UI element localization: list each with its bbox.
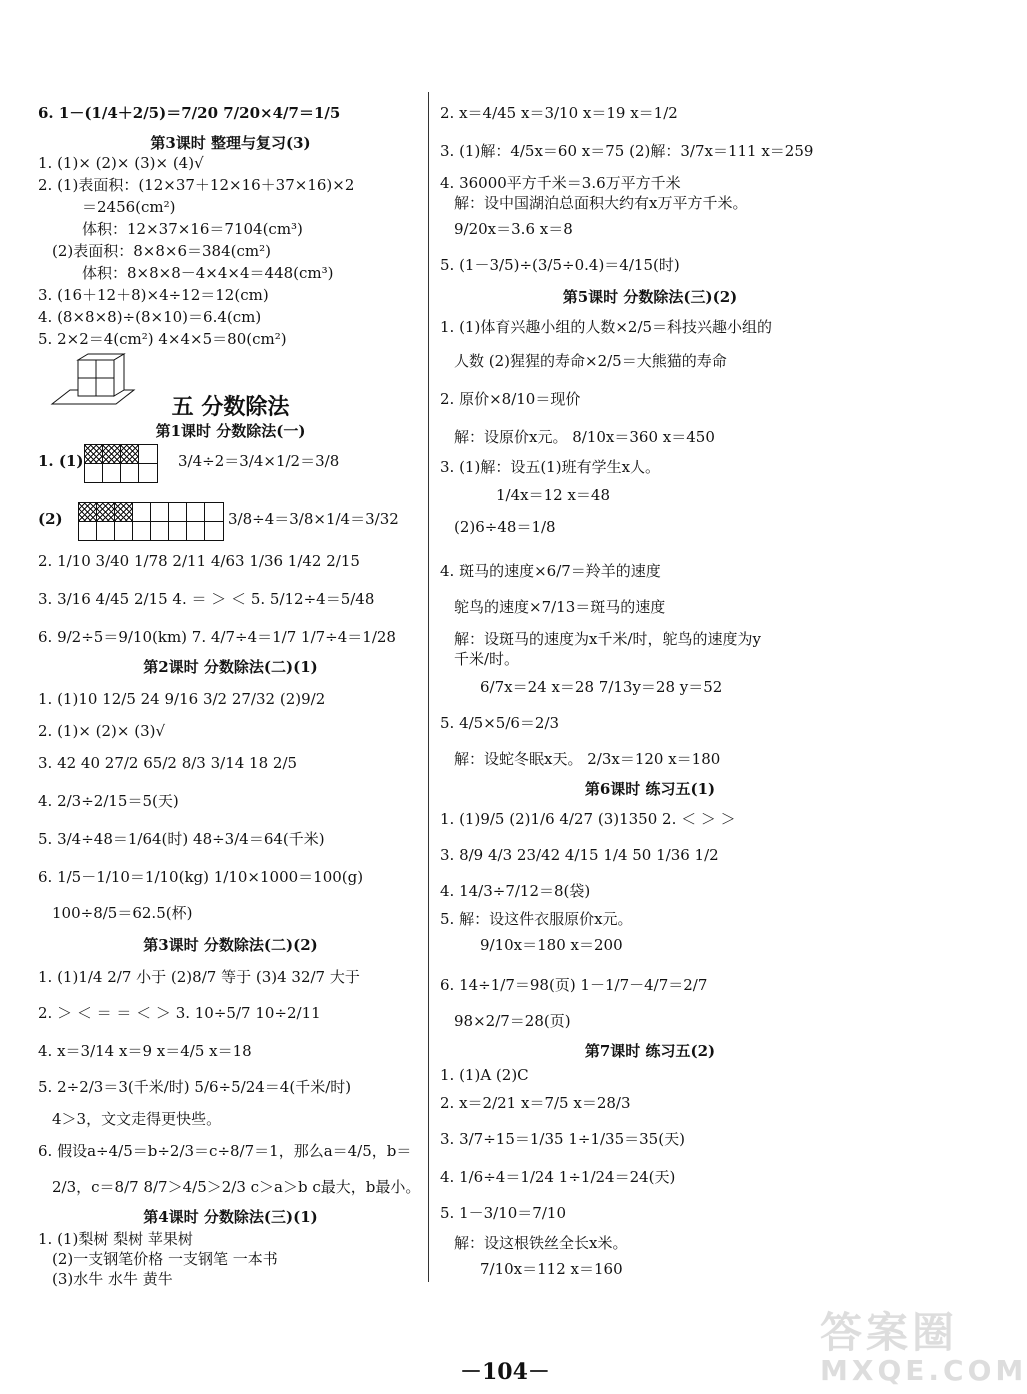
answer-label: 1. (1) (38, 452, 84, 470)
answer-line: 4. (8×8×8)÷(8×10)＝6.4(cm) (38, 308, 262, 326)
answer-line: 3. 3/7÷15＝1/35 1÷1/35＝35(天) (440, 1130, 685, 1148)
answer-line: 1. (1)体育兴趣小组的人数×2/5＝科技兴趣小组的 (440, 318, 773, 336)
lesson-heading: 第5课时 分数除法(三)(2) (562, 288, 738, 306)
answer-line: 1. (1)1/4 2/7 小于 (2)8/7 等于 (3)4 32/7 大于 (38, 968, 360, 986)
answer-line: 2. (1)× (2)× (3)√ (38, 722, 166, 740)
answer-line: 6. 9/2÷5＝9/10(km) 7. 4/7÷4＝1/7 1/7÷4＝1/28 (38, 628, 396, 646)
answer-line: 5. 4/5×5/6＝2/3 (440, 714, 560, 732)
lesson-heading: 第1课时 分数除法(一) (155, 422, 306, 440)
answer-line: 解：设这根铁丝全长x米。 (454, 1234, 628, 1252)
answer-line: 3/4÷2＝3/4×1/2＝3/8 (178, 452, 340, 470)
answer-line: 3. (16＋12＋8)×4÷12＝12(cm) (38, 286, 269, 304)
answer-line: 3. (1)解：4/5x＝60 x＝75 (2)解：3/7x＝111 x＝259 (440, 142, 814, 160)
answer-line: 体积：8×8×8－4×4×4＝448(cm³) (82, 264, 334, 282)
answer-line: 1/4x＝12 x＝48 (496, 486, 611, 504)
answer-line: 5. 3/4÷48＝1/64(时) 48÷3/4＝64(千米) (38, 830, 325, 848)
answer-line: 5. (1－3/5)÷(3/5÷0.4)＝4/15(时) (440, 256, 680, 274)
answer-line: 1. (1)9/5 (2)1/6 4/27 (3)1350 2. ＜ ＞ ＞ (440, 810, 736, 828)
answer-line: 9/10x＝180 x＝200 (480, 936, 623, 954)
answer-line: 5. 1－3/10＝7/10 (440, 1204, 566, 1222)
answer-line: 3. 3/16 4/45 2/15 4. ＝ ＞ ＜ 5. 5/12÷4＝5/48 (38, 590, 375, 608)
answer-line: 5. 解：设这件衣服原价x元。 (440, 910, 633, 928)
answer-line: 解：设原价x元。 8/10x＝360 x＝450 (454, 428, 715, 446)
answer-line: 4＞3，文文走得更快些。 (52, 1110, 222, 1128)
answer-line: 4. 1/6÷4＝1/24 1÷1/24＝24(天) (440, 1168, 676, 1186)
watermark-text: 答案圈 (820, 1308, 959, 1357)
answer-line: 1. (1)梨树 梨树 苹果树 (38, 1230, 193, 1248)
answer-line: 3. 8/9 4/3 23/42 4/15 1/4 50 1/36 1/2 (440, 846, 719, 864)
answer-line: (2)6÷48＝1/8 (454, 518, 556, 536)
answer-line: 2. x＝4/45 x＝3/10 x＝19 x＝1/2 (440, 104, 678, 122)
answer-line: 4. 斑马的速度×6/7＝羚羊的速度 (440, 562, 661, 580)
answer-line: 体积：12×37×16＝7104(cm³) (82, 220, 303, 238)
answer-line: 6. 1/5－1/10＝1/10(kg) 1/10×1000＝100(g) (38, 868, 364, 886)
answer-line: 2. ＞ ＜ ＝ ＝ ＜ ＞ 3. 10÷5/7 10÷2/11 (38, 1004, 321, 1022)
chapter-title: 五 分数除法 (171, 394, 290, 420)
answer-line: 千米/时。 (454, 650, 520, 668)
answer-line: 6. 14÷1/7＝98(页) 1－1/7－4/7＝2/7 (440, 976, 708, 994)
answer-line: 6. 1－(1/4＋2/5)＝7/20 7/20×4/7＝1/5 (38, 104, 341, 122)
answer-line: 5. 2×2＝4(cm²) 4×4×5＝80(cm²) (38, 330, 287, 348)
answer-line: 2. x＝2/21 x＝7/5 x＝28/3 (440, 1094, 631, 1112)
answer-line: 7/10x＝112 x＝160 (480, 1260, 623, 1278)
fraction-grid-1 (84, 444, 158, 483)
fraction-grid-2 (78, 502, 224, 541)
answer-line: 3. (1)解：设五(1)班有学生x人。 (440, 458, 661, 476)
page-number: －104－ (460, 1359, 550, 1385)
answer-line: 5. 2÷2/3＝3(千米/时) 5/6÷5/24＝4(千米/时) (38, 1078, 352, 1096)
answer-label: (2) (38, 510, 63, 528)
lesson-heading: 第6课时 练习五(1) (584, 780, 716, 798)
answer-line: 人数 (2)猩猩的寿命×2/5＝大熊猫的寿命 (454, 352, 727, 370)
answer-line: 3/8÷4＝3/8×1/4＝3/32 (228, 510, 399, 528)
answer-line: 2. (1)表面积：(12×37＋12×16＋37×16)×2 (38, 176, 355, 194)
answer-line: 1. (1)× (2)× (3)× (4)√ (38, 154, 204, 172)
answer-line: 2. 1/10 3/40 1/78 2/11 4/63 1/36 1/42 2/15 (38, 552, 360, 570)
lesson-heading: 第7课时 练习五(2) (584, 1042, 716, 1060)
answer-line: 解：设中国湖泊总面积大约有x万平方千米。 (454, 194, 748, 212)
answer-line: 4. 2/3÷2/15＝5(天) (38, 792, 179, 810)
lesson-heading: 第3课时 分数除法(二)(2) (143, 936, 318, 954)
answer-line: (3)水牛 水牛 黄牛 (52, 1270, 173, 1288)
answer-line: 4. 14/3÷7/12＝8(袋) (440, 882, 591, 900)
answer-line: 1. (1)10 12/5 24 9/16 3/2 27/32 (2)9/2 (38, 690, 326, 708)
answer-line: 解：设斑马的速度为x千米/时，鸵鸟的速度为y (454, 630, 761, 648)
answer-line: 6/7x＝24 x＝28 7/13y＝28 y＝52 (480, 678, 723, 696)
answer-line: ＝2456(cm²) (82, 198, 176, 216)
answer-line: 3. 42 40 27/2 65/2 8/3 3/14 18 2/5 (38, 754, 298, 772)
answer-line: 98×2/7＝28(页) (454, 1012, 571, 1030)
answer-line: 1. (1)A (2)C (440, 1066, 529, 1084)
column-divider (428, 92, 429, 1282)
answer-line: (2)一支钢笔价格 一支钢笔 一本书 (52, 1250, 278, 1268)
answer-line: 2. 原价×8/10＝现价 (440, 390, 581, 408)
lesson-heading: 第3课时 整理与复习(3) (150, 134, 311, 152)
lesson-heading: 第2课时 分数除法(二)(1) (143, 658, 318, 676)
answer-line: 4. 36000平方千米＝3.6万平方千米 (440, 174, 681, 192)
answer-line: 9/20x＝3.6 x＝8 (454, 220, 573, 238)
answer-line: (2)表面积：8×8×6＝384(cm²) (52, 242, 271, 260)
answer-line: 6. 假设a÷4/5＝b÷2/3＝c÷8/7＝1，那么a＝4/5，b＝ (38, 1142, 412, 1160)
watermark-logo (820, 1300, 1027, 1387)
answer-line: 解：设蛇冬眠x天。 2/3x＝120 x＝180 (454, 750, 721, 768)
answer-line: 100÷8/5＝62.5(杯) (52, 904, 193, 922)
answer-line: 鸵鸟的速度×7/13＝斑马的速度 (454, 598, 666, 616)
watermark-url: MXQE.COM (820, 1354, 1027, 1387)
answer-line: 2/3，c＝8/7 8/7＞4/5＞2/3 c＞a＞b c最大，b最小。 (52, 1178, 421, 1196)
lesson-heading: 第4课时 分数除法(三)(1) (143, 1208, 318, 1226)
answer-line: 4. x＝3/14 x＝9 x＝4/5 x＝18 (38, 1042, 252, 1060)
